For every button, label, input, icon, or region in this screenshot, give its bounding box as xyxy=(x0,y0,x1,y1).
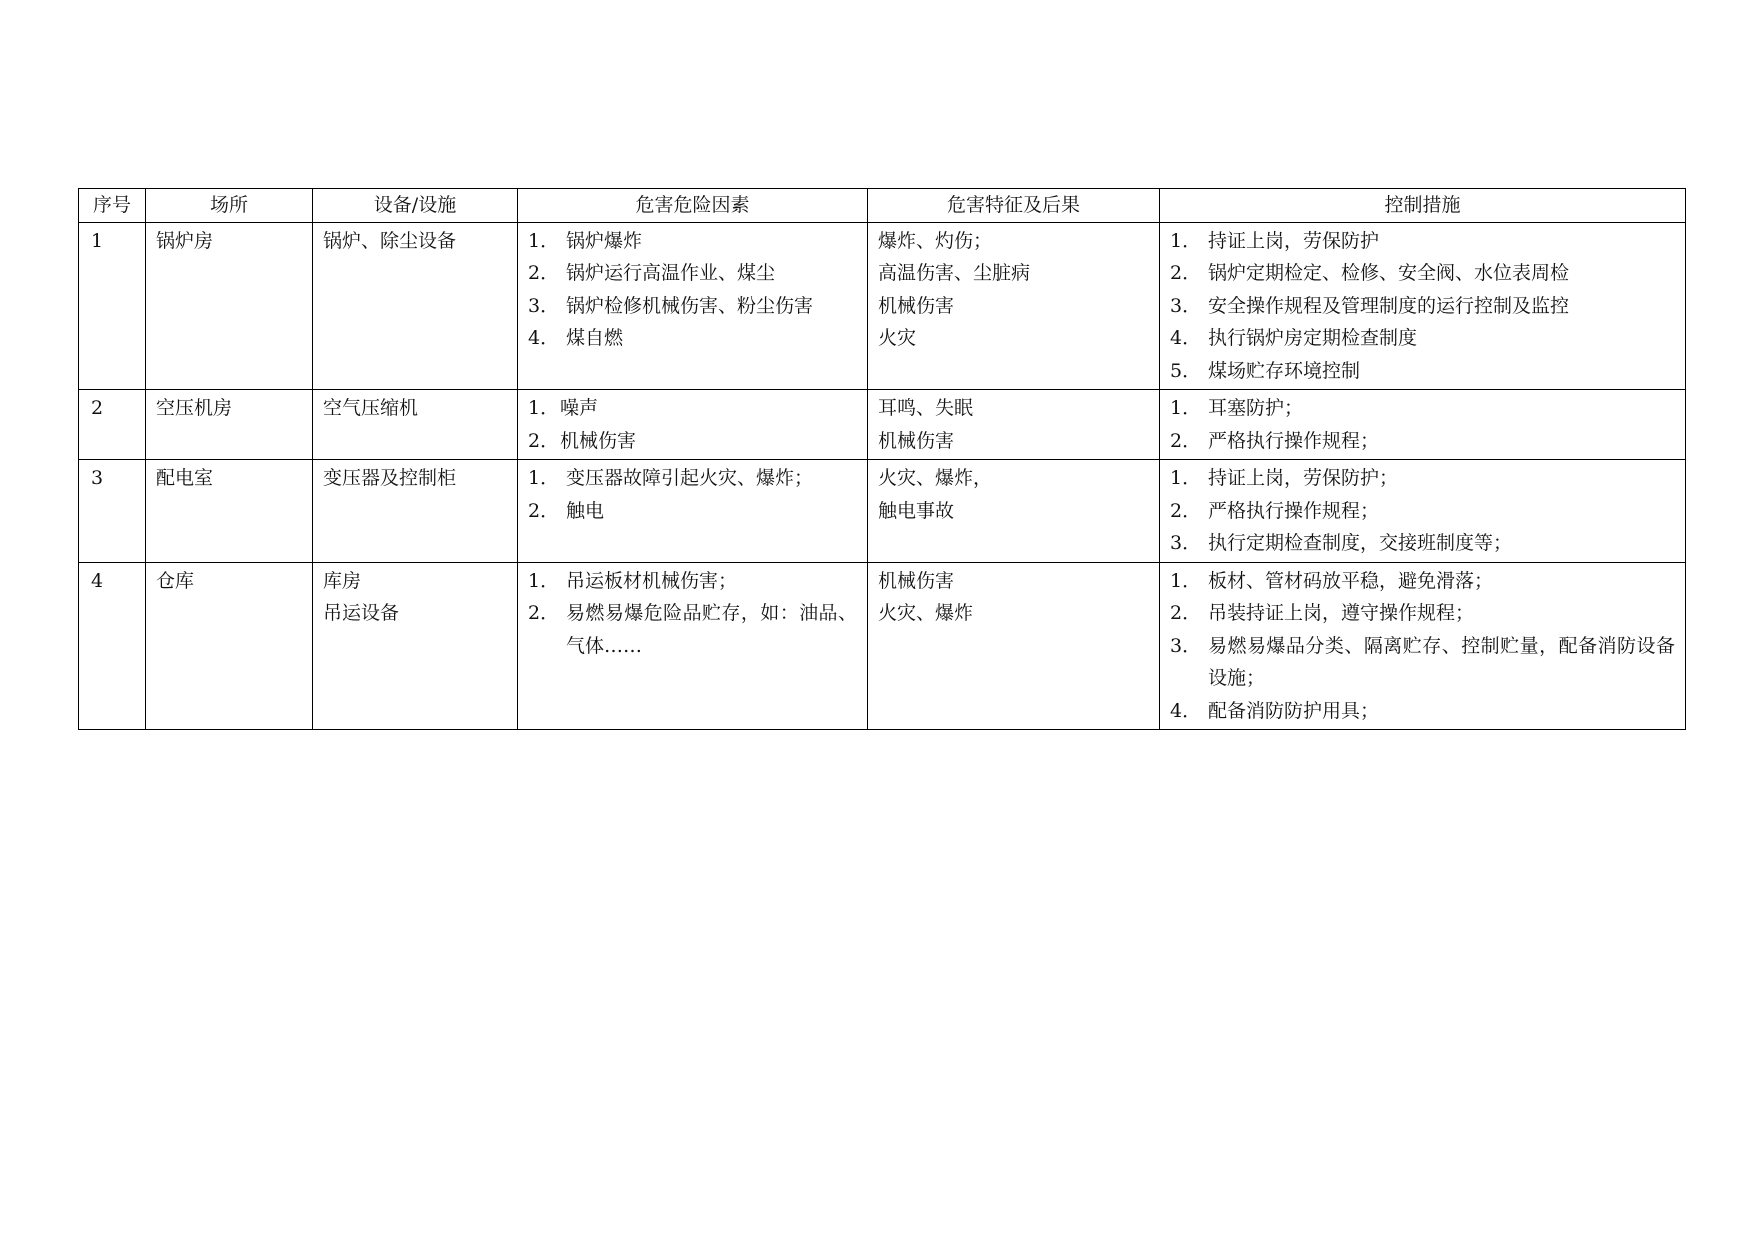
cell-equipment xyxy=(313,562,518,730)
control-text: 耳塞防护； xyxy=(1208,397,1304,419)
header-equipment: 设备/设施 xyxy=(313,189,518,223)
control-item xyxy=(1170,392,1675,425)
cell-controls xyxy=(1160,222,1686,390)
header-controls: 控制措施 xyxy=(1160,189,1686,223)
cell-no: 4 xyxy=(79,562,146,730)
equipment-line: 吊运设备 xyxy=(323,602,400,624)
control-text: 严格执行操作规程； xyxy=(1208,429,1380,452)
control-item xyxy=(1170,462,1675,495)
control-text: 吊装持证上岗，遵守操作规程； xyxy=(1208,602,1475,624)
hazard-text: 变压器故障引起火灾、爆炸； xyxy=(566,467,814,489)
hazard-text: 锅炉爆炸 xyxy=(566,229,643,252)
consequence-line: 火灾 xyxy=(878,327,917,349)
control-item xyxy=(1170,630,1675,695)
hazard-text: 锅炉检修机械伤害、粉尘伤害 xyxy=(566,294,814,317)
header-no: 序号 xyxy=(79,189,146,223)
consequence-line: 机械伤害 xyxy=(878,429,955,452)
item-number: 1． xyxy=(1170,229,1202,252)
cell-hazards xyxy=(518,562,868,730)
hazard-item xyxy=(528,425,857,458)
consequence-line: 耳鸣、失眠 xyxy=(878,397,974,419)
item-number: 1． xyxy=(1170,397,1202,419)
consequence-line: 机械伤害 xyxy=(878,294,955,317)
item-number: 3． xyxy=(1170,634,1202,657)
cell-consequences xyxy=(868,222,1160,390)
hazard-text: 吊运板材机械伤害； xyxy=(566,569,738,592)
cell-place: 空压机房 xyxy=(146,390,313,460)
table-row xyxy=(79,562,1686,730)
control-text: 执行定期检查制度，交接班制度等； xyxy=(1208,532,1513,554)
control-item xyxy=(1170,565,1675,598)
header-place: 场所 xyxy=(146,189,313,223)
cell-controls xyxy=(1160,390,1686,460)
control-text: 板材、管材码放平稳，避免滑落； xyxy=(1208,569,1494,592)
item-number: 2． xyxy=(528,262,560,284)
item-number: 1． xyxy=(1170,467,1202,489)
cell-equipment xyxy=(313,390,518,460)
control-text: 煤场贮存环境控制 xyxy=(1208,359,1361,382)
cell-no: 2 xyxy=(79,390,146,460)
hazard-item xyxy=(528,257,857,290)
hazard-item xyxy=(528,462,857,495)
cell-hazards xyxy=(518,460,868,563)
item-number: 3． xyxy=(1170,532,1202,554)
cell-consequences xyxy=(868,390,1160,460)
control-item xyxy=(1170,495,1675,528)
item-number: 2． xyxy=(1170,262,1202,284)
item-number: 3． xyxy=(528,294,560,317)
equipment-line: 库房 xyxy=(323,569,362,592)
cell-controls xyxy=(1160,460,1686,563)
cell-place: 锅炉房 xyxy=(146,222,313,390)
control-text: 持证上岗，劳保防护 xyxy=(1208,229,1380,252)
control-text: 安全操作规程及管理制度的运行控制及监控 xyxy=(1208,294,1570,317)
consequence-line: 机械伤害 xyxy=(878,569,955,592)
consequence-line: 爆炸、灼伤； xyxy=(878,229,993,252)
table-row xyxy=(79,390,1686,460)
control-item xyxy=(1170,695,1675,728)
cell-place: 仓库 xyxy=(146,562,313,730)
consequence-line: 火灾、爆炸 xyxy=(878,602,974,624)
item-number: 2． xyxy=(1170,429,1202,452)
hazard-item xyxy=(528,392,857,425)
item-number: 1． xyxy=(528,569,560,592)
control-item xyxy=(1170,225,1675,258)
item-number: 4． xyxy=(528,327,560,349)
item-number: 1． xyxy=(1170,569,1202,592)
hazard-item xyxy=(528,495,857,528)
cell-consequences xyxy=(868,460,1160,563)
cell-hazards xyxy=(518,390,868,460)
item-number: 4． xyxy=(1170,327,1202,349)
cell-equipment xyxy=(313,460,518,563)
hazard-item xyxy=(528,565,857,598)
item-number: 5． xyxy=(1170,359,1202,382)
control-text: 配备消防防护用具； xyxy=(1208,699,1380,722)
item-number: 2． xyxy=(1170,499,1202,522)
hazard-text: 机械伤害 xyxy=(560,429,637,452)
cell-no: 3 xyxy=(79,460,146,563)
control-text: 锅炉定期检定、检修、安全阀、水位表周检 xyxy=(1208,262,1570,284)
hazard-text: 锅炉运行高温作业、煤尘 xyxy=(566,262,776,284)
hazard-control-table xyxy=(78,188,1686,730)
equipment-line: 空气压缩机 xyxy=(323,397,419,419)
table-body xyxy=(79,222,1686,730)
item-number: 4． xyxy=(1170,699,1202,722)
control-item xyxy=(1170,322,1675,355)
consequence-line: 火灾、爆炸， xyxy=(878,467,993,489)
cell-equipment xyxy=(313,222,518,390)
hazard-item xyxy=(528,290,857,323)
hazard-text: 煤自燃 xyxy=(566,327,624,349)
table-row xyxy=(79,222,1686,390)
item-number: 1． xyxy=(528,397,560,419)
consequence-line: 触电事故 xyxy=(878,499,955,522)
item-number: 2． xyxy=(528,602,560,624)
equipment-line: 锅炉、除尘设备 xyxy=(323,229,457,252)
table-row xyxy=(79,460,1686,563)
hazard-item xyxy=(528,597,857,662)
control-item xyxy=(1170,355,1675,388)
item-number: 2． xyxy=(528,499,560,522)
control-item xyxy=(1170,597,1675,630)
hazard-item xyxy=(528,225,857,258)
hazard-text: 触电 xyxy=(566,499,605,522)
control-text: 严格执行操作规程； xyxy=(1208,499,1380,522)
item-number: 1． xyxy=(528,467,560,489)
header-row xyxy=(79,189,1686,223)
hazard-item xyxy=(528,322,857,355)
equipment-line: 变压器及控制柜 xyxy=(323,467,457,489)
control-item xyxy=(1170,425,1675,458)
header-consequences: 危害特征及后果 xyxy=(868,189,1160,223)
cell-consequences xyxy=(868,562,1160,730)
control-text: 持证上岗，劳保防护； xyxy=(1208,467,1399,489)
item-number: 2． xyxy=(1170,602,1202,624)
control-text: 执行锅炉房定期检查制度 xyxy=(1208,327,1418,349)
item-number: 1． xyxy=(528,229,560,252)
control-text: 易燃易爆品分类、隔离贮存、控制贮量，配备消防设备设施； xyxy=(1208,634,1675,689)
cell-controls xyxy=(1160,562,1686,730)
cell-hazards xyxy=(518,222,868,390)
consequence-line: 高温伤害、尘脏病 xyxy=(878,262,1031,284)
header-hazards: 危害危险因素 xyxy=(518,189,868,223)
control-item xyxy=(1170,290,1675,323)
cell-place: 配电室 xyxy=(146,460,313,563)
hazard-text: 噪声 xyxy=(560,397,599,419)
hazard-text: 易燃易爆危险品贮存，如：油品、气体…… xyxy=(566,602,857,657)
cell-no: 1 xyxy=(79,222,146,390)
control-item xyxy=(1170,257,1675,290)
item-number: 2． xyxy=(528,429,560,452)
control-item xyxy=(1170,527,1675,560)
item-number: 3． xyxy=(1170,294,1202,317)
